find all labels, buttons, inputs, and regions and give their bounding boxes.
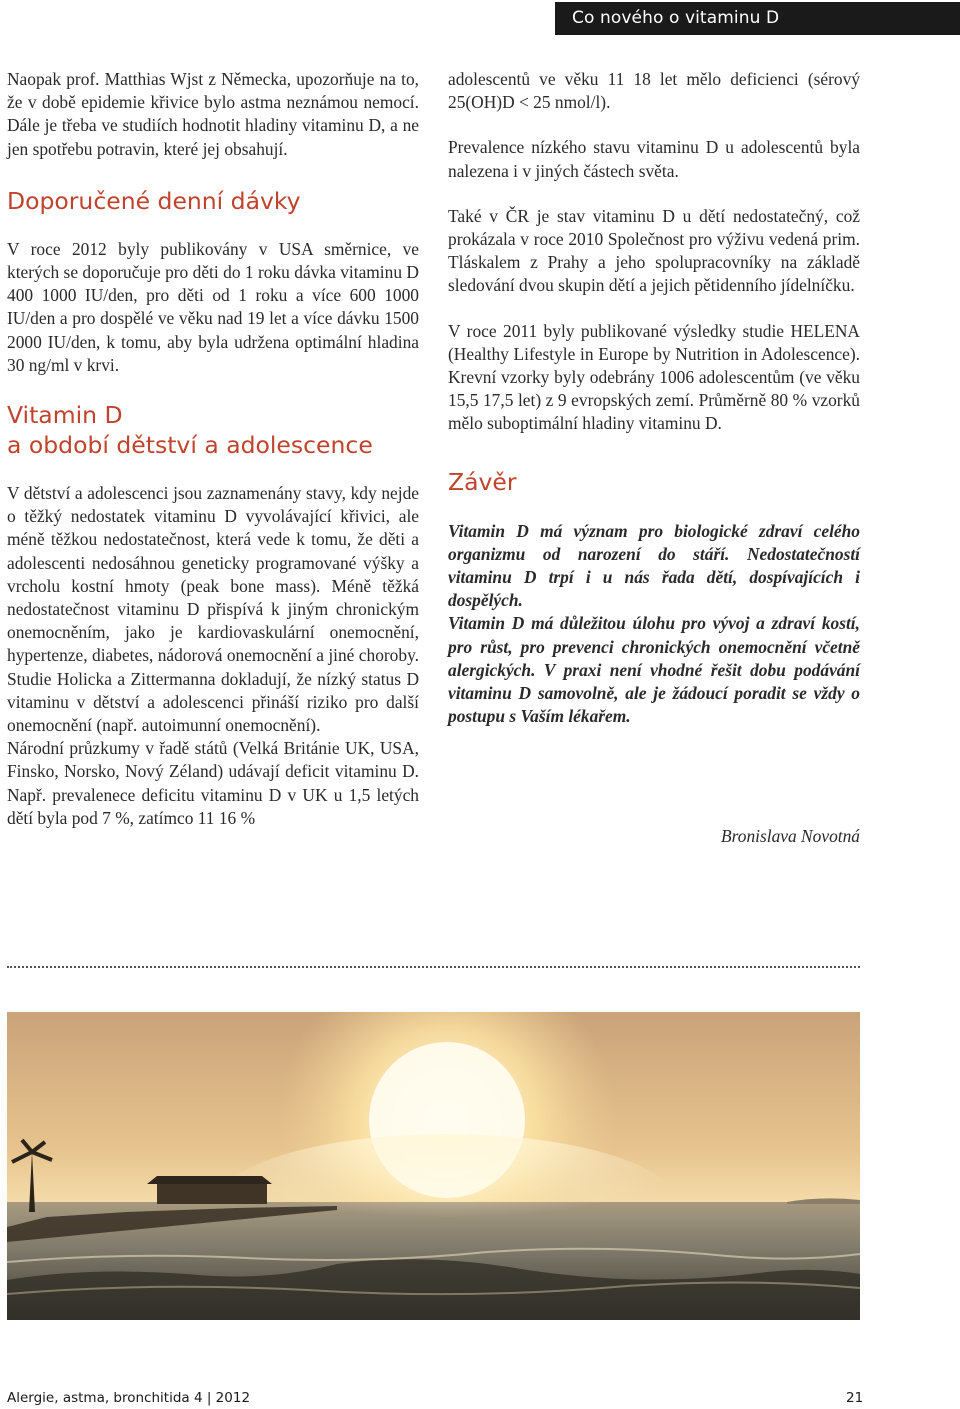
paragraph-helena: V roce 2011 byly publikované výsledky studie HELENA (Healthy Lifestyle in Europe by Nutrition in Adolescence). Krevní vzorky byly odebrány 1006 adolescentům (ve věku 15,5 17,5 let) z 9 evropských zemí. Průměrně 80 % vzorků mělo suboptimální hladiny vitaminu D. bbox=[448, 320, 860, 434]
paragraph-doses: V roce 2012 byly publikovány v USA směrnice, ve kterých se doporučuje pro děti do 1 roku dávka vitaminu D 400 1000 IU/den, pro děti od 1 roku a více 600 1000 IU/den a pro dospělé ve věku nad 19 let a více dávku 1500 2000 IU/den, k tomu, aby byla udržena optimální hladina 30 ng/ml v krvi. bbox=[7, 238, 419, 375]
section-title: Co nového o vitaminu D bbox=[572, 8, 780, 28]
paragraph-adolescents: adolescentů ve věku 11 18 let mělo deficienci (sérový 25(OH)D < 25 nmol/l). bbox=[448, 69, 860, 113]
author-signature: Bronislava Novotná bbox=[721, 826, 860, 846]
paragraph-childhood: V dětství a adolescenci jsou zaznamenány stavy, kdy nejde o těžký nedostatek vitaminu D vyvolávající křivici, ale méně těžkou nedostatečnost, která vede k tomu, že děti a adolescenti nedosáhnou geneticky programované výšky a vrcholu kostní hmoty (peak bone mass). Méně těžká nedostatečnost vitaminu D přispívá k jiným chronickým onemocněním, jako je kardiovaskulární onemocnění, hypertenze, diabetes, nádorová onemocnění a jiné choroby. Studie Holicka a Zittermanna dokladují, že nízký status D vitaminu v dětství a adolescenci přináší riziko pro další onemocnění (např. autoimunní onemocnění). bbox=[7, 483, 419, 736]
right-column bbox=[448, 68, 860, 728]
heading-vitamin-d: Vitamin D bbox=[7, 401, 123, 430]
dotted-divider bbox=[7, 966, 860, 968]
conclusion-1: Vitamin D má význam pro biologické zdraví celého organizmu od narození do stáří. Nedostatečností vitaminu D trpí i u nás řada dětí, dospívajících i dospělých. bbox=[448, 520, 860, 611]
paragraph-czech: Také v ČR je stav vitaminu D u dětí nedostatečný, což prokázala v roce 2010 Společnost pro výživu vedená prim. Tláskalem z Prahy a jeho spolupracovníky na základě sledování dvou skupin dětí a jejich pětidenního jídelníčku. bbox=[448, 205, 860, 296]
heading-daily-doses: Doporučené denní dávky bbox=[7, 186, 301, 215]
paragraph-prevalence: Prevalence nízkého stavu vitaminu D u adolescentů byla nalezena i v jiných částech světa. bbox=[448, 137, 860, 181]
paragraph-surveys: Národní průzkumy v řadě států (Velká Británie UK, USA, Finsko, Norsko, Nový Zéland) udávají deficit vitaminu D. Např. prevalenece deficitu vitaminu D v UK u 1,5 letých dětí byla pod 7 %, zatímco 11 16 % bbox=[7, 738, 419, 828]
conclusion-2: Vitamin D má důležitou úlohu pro vývoj a zdraví kostí, pro růst, pro prevenci chronických onemocnění včetně alergických. V praxi není vhodné řešit dobu podávání vitaminu D samovolně, ale je žádoucí poradit se vždy o postupu s Vaším lékařem. bbox=[448, 613, 860, 727]
left-column bbox=[7, 68, 419, 830]
heading-childhood: a období dětství a adolescence bbox=[7, 431, 373, 460]
footer-journal: Alergie, astma, bronchitida 4 | 2012 bbox=[7, 1390, 251, 1406]
heading-conclusion: Závěr bbox=[448, 467, 517, 496]
header-bar bbox=[555, 2, 960, 35]
sunset-photo bbox=[7, 1012, 860, 1320]
intro-paragraph: Naopak prof. Matthias Wjst z Německa, upozorňuje na to, že v době epidemie křivice bylo astma neznámou nemocí. Dále je třeba ve studiích hodnotit hladiny vitaminu D, a ne jen spotřebu potravin, které jej obsahují. bbox=[7, 69, 419, 159]
page-number: 21 bbox=[846, 1390, 864, 1406]
